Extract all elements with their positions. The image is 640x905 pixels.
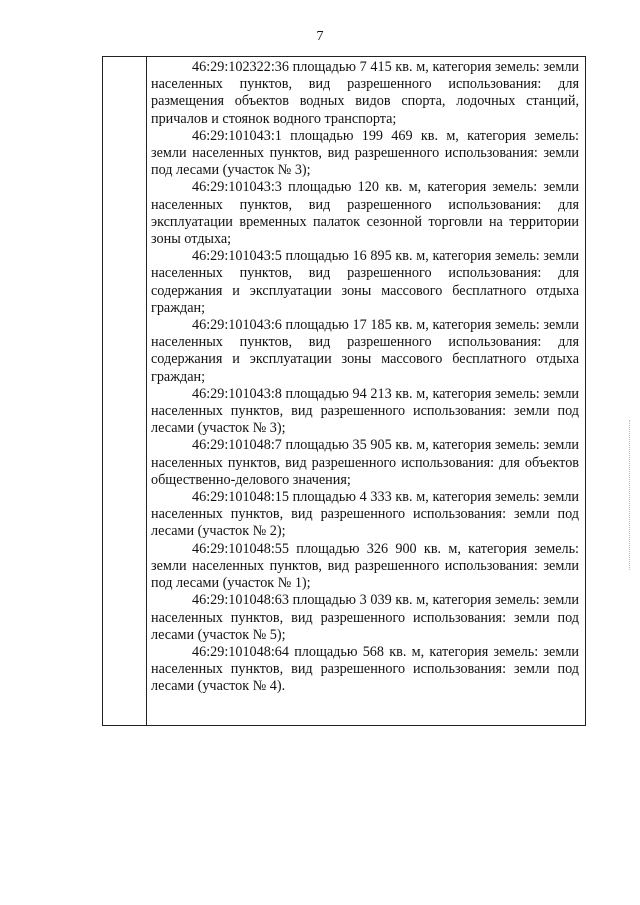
land-plot-entry: 46:29:101043:6 площадью 17 185 кв. м, категория земель: земли населенных пунктов, вид разрешенного использования: для содержания и эксплуатации зоны массового бесплатного отдыха граждан; [151, 317, 579, 385]
document-table [102, 56, 586, 726]
land-plot-entry: 46:29:101048:63 площадью 3 039 кв. м, категория земель: земли населенных пунктов, вид разрешенного использования: земли под лесами (участок № 5); [151, 592, 579, 643]
land-plot-entry: 46:29:101043:8 площадью 94 213 кв. м, категория земель: земли населенных пунктов, вид разрешенного использования: земли под лесами (участок № 3); [151, 385, 579, 437]
table-content-cell [151, 59, 579, 696]
land-plot-entry: 46:29:101048:7 площадью 35 905 кв. м, категория земель: земли населенных пунктов, вид разрешенного использования: для объектов общественно-делового значения; [151, 437, 579, 488]
land-plot-entry: 46:29:101048:15 площадью 4 333 кв. м, категория земель: земли населенных пунктов, вид разрешенного использования: земли под лесами (участок № 2); [151, 489, 579, 540]
page-number: 7 [316, 29, 324, 44]
land-plot-entry: 46:29:101043:1 площадью 199 469 кв. м, категория земель: земли населенных пунктов, вид разрешенного использования: земли под лесами (участок № 3); [151, 127, 579, 179]
land-plot-entry: 46:29:101048:64 площадью 568 кв. м, категория земель: земли населенных пунктов, вид разрешенного использования: земли под лесами (участок № 4). [151, 643, 579, 695]
scan-edge-mark [629, 420, 636, 570]
land-plot-entry: 46:29:101048:55 площадью 326 900 кв. м, категория земель: земли населенных пунктов, вид разрешенного использования: земли под лесами (участок № 1); [151, 540, 579, 592]
land-plot-entry: 46:29:101043:5 площадью 16 895 кв. м, категория земель: земли населенных пунктов, вид разрешенного использования: для содержания и эксплуатации зоны массового бесплатного отдыха граждан; [151, 248, 579, 316]
land-plot-entry: 46:29:102322:36 площадью 7 415 кв. м, категория земель: земли населенных пунктов, вид разрешенного использования: для размещения объектов водных видов спорта, лодочных станций, причалов и стоянок водного транспорта; [151, 59, 579, 127]
land-plot-entry: 46:29:101043:3 площадью 120 кв. м, категория земель: земли населенных пунктов, вид разрешенного использования: для эксплуатации временных палаток сезонной торговли на территории зоны отдыха; [151, 179, 579, 248]
table-left-column [103, 57, 147, 725]
